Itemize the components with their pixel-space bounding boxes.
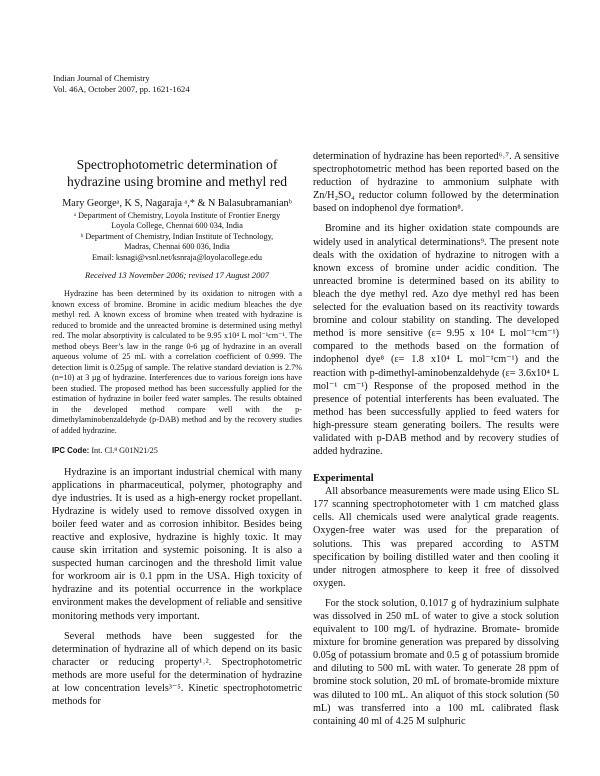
affiliation-a-line-1: ᵃ Department of Chemistry, Loyola Institute of Frontier Energy [73,211,281,220]
abstract: Hydrazine has been determined by its oxidation to nitrogen with a known excess of bromine. Bromine in acidic medium bleaches the dye methyl red. A known excess of bromine when treated with hydrazine is reduced to bromide and the unreacted bromine is determined using methyl red. The molar absorptivity is calculated to be 9.95 x10⁴ L mol⁻¹cm⁻¹. The method obeys Beer’s law in the range 0-6 µg of hydrazine in an overall aqueous volume of 25 mL with a correlation coefficient of 0.999. The detection limit is 0.25µg of sample. The relative standard deviation is 2.7% (n=10) at 3 µg of hydrazine. Interferences due to various foreign ions have been studied. The proposed method has been successfully applied for the estimation of hydrazine in boiler feed water samples. The results obtained in the developed method compare well with the p-dimethylaminobenzaldehyde (p-DAB) method and by the recovery studies of added hydrazine. [52,289,302,435]
intro-paragraph-1: Hydrazine is an important industrial chemical with many applications in pharmaceutical, polymer, photography and dye industries. It is used as a high-energy rocket propellant. Hydrazine is widely used to remove dissolved oxygen in boiler feed water and as corrosion inhibitor. Besides being reactive and explosive, hydrazine is highly toxic. It may cause skin irritation and systemic poisoning. It is also a suspected human carcinogen and the threshold limit value for workroom air is 0.1 ppm in the USA. High toxicity of hydrazine and its potential occurrence in the workplace environment makes the development of reliable and sensitive monitoring methods very important. [52,466,302,622]
affiliation-b-line-2: Madras, Chennai 600 036, India [124,242,230,252]
affiliations [52,211,302,263]
author-list: Mary Georgeᵃ, K S, Nagaraja ᵃ,* & N Balasubramanianᵇ [62,198,292,209]
intro-paragraph-3: determination of hydrazine has been reported⁶˒⁷. A sensitive spectrophotometric method has been reported based on the reduction of hydrazine to ammonium sulphate with Zn/H₂SO₄ reductor column followed by the determination based on indophenol dye formation⁸. [313,151,559,215]
title-line-2: hydrazine using bromine and methyl red [66,174,288,189]
experimental-heading: Experimental [313,473,374,485]
experimental-paragraph-2: For the stock solution, 0.1017 g of hydrazinium sulphate was dissolved in 250 mL of water to give a stock solution equivalent to 100 mg/L of hydrazine. Bromate- bromide mixture for bromine generation was prepared by dissolving 0.05g of potassium bromate and 0.5 g of potassium bromide and diluting to 500 mL with water. To generate 28 ppm of bromine stock solution, 20 mL of bromate-bromide mixture was diluted to 100 mL. An aliquot of this stock solution (50 mL) was transferred into a 100 mL calibrated flask containing 40 ml of 4.25 M sulphuric [313,597,559,727]
journal-name: Indian Journal of Chemistry [53,73,150,83]
left-column [52,150,302,708]
ipc-label: IPC Code: [52,446,90,456]
received-dates: Received 13 November 2006; revised 17 August 2007 [84,270,269,281]
experimental-paragraph-1: All absorbance measurements were made using Elico SL 177 scanning spectrophotometer with 1 cm matched glass cells. All chemicals used were analytical grade reagents. Oxygen-free water was used for the preparation of solutions. This was prepared according to ASTM specification by boiling distilled water and then cooling it under nitrogen atmosphere to keep it free of dissolved oxygen. [313,486,559,589]
journal-volume: Vol. 46A, October 2007, pp. 1621-1624 [53,84,190,94]
intro-paragraph-4: Bromine and its higher oxidation state compounds are widely used in analytical determinations⁹. The present note deals with the oxidation of hydrazine to nitrogen with a known excess of bromine under acidic condition. The unreacted bromine is determined based on its ability to bleach the dye methyl red. Azo dye methyl red has been selected for the evaluation based on its reactivity towards bromine and colour stability on standing. The developed method is more sensitive (ε= 9.95 x 10⁴ L mol⁻¹cm⁻¹) compared to the methods based on the formation of indophenol dye⁸ (ε= 1.8 x10⁴ L mol⁻¹cm⁻¹) and the reaction with p-dimethyl-aminobenzaldehyde (ε= 3.6x10⁴ L mol⁻¹ cm⁻¹) Response of the proposed method in the presence of potential interferents has been evaluated. The method has been successfully applied to feed waters for high-pressure steam generating boilers. The results were validated with p-DAB method and by recovery studies of added hydrazine. [313,223,559,458]
paper-title [52,156,302,190]
ipc-code [52,446,302,457]
journal-header [53,73,190,95]
affiliation-a-line-2: Loyola College, Chennai 600 034, India [111,221,243,231]
contact-email: Email: ksnagi@vsnl.net/ksnraja@loyolacollege.edu [92,252,262,262]
affiliation-b-line-1: ᵇ Department of Chemistry, Indian Institute of Technology, [80,231,274,241]
right-column [313,150,559,728]
title-line-1: Spectrophotometric determination of [76,157,278,172]
ipc-value: Int. Cl.⁸ G01N21/25 [91,446,158,456]
intro-paragraph-2: Several methods have been suggested for the determination of hydrazine all of which depend on its basic character or reducing property¹˒². Spectrophotometric methods are more useful for the determination of hydrazine at low concentration levels³⁻⁵. Kinetic spectrophotometric methods for [52,630,302,708]
